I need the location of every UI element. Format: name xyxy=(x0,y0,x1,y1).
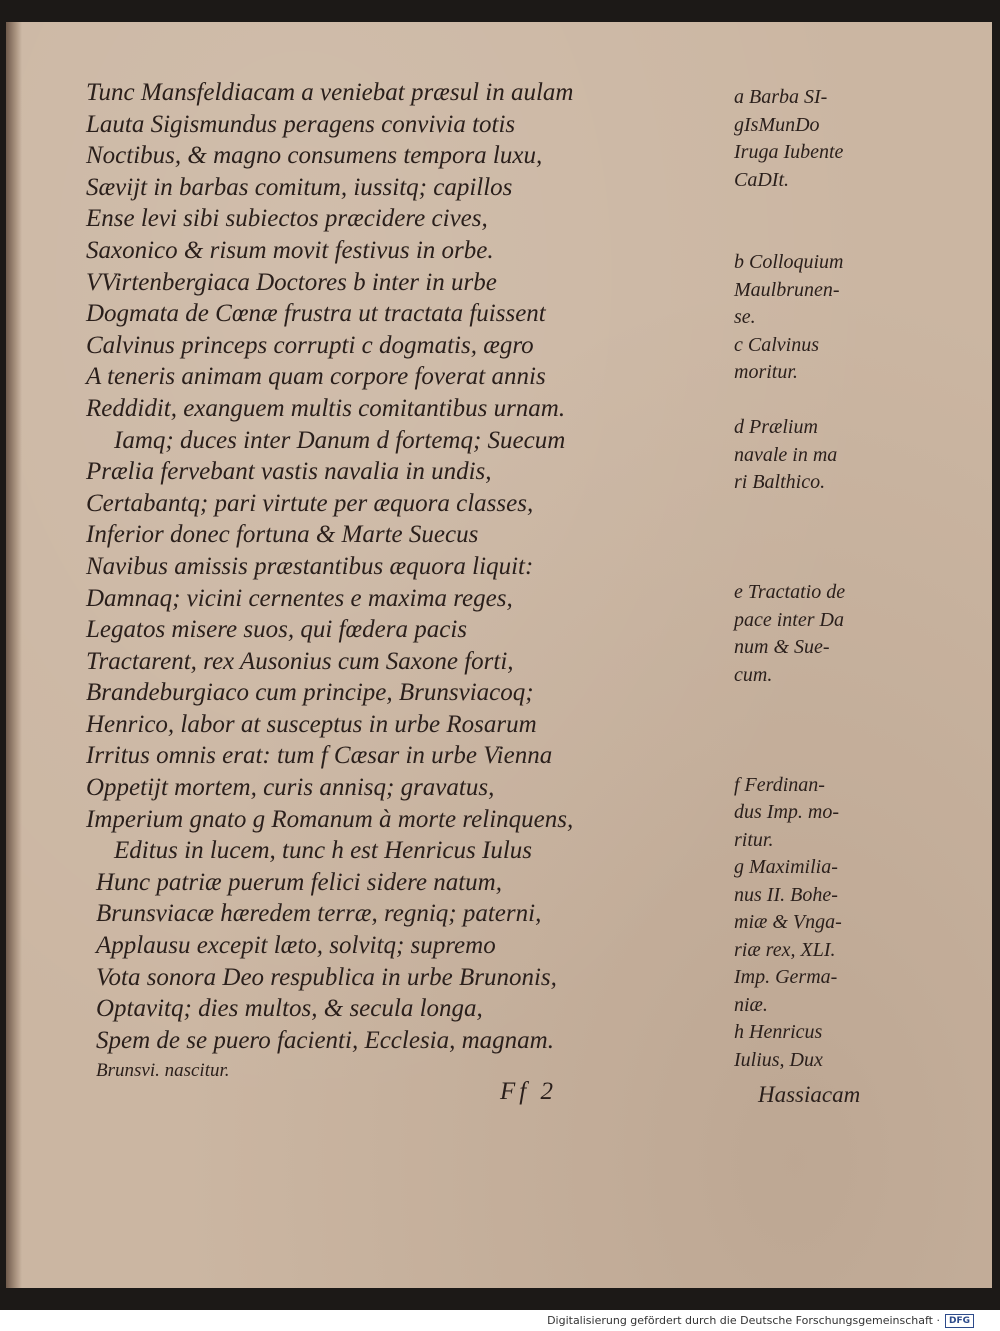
verse-line: Legatos misere suos, qui fœdera pacis xyxy=(86,616,468,644)
note-f-line: f Ferdinan- xyxy=(734,773,825,796)
note-b-line: Maulbrunen- xyxy=(734,278,840,301)
signature-mark: Ff 2 xyxy=(500,1078,557,1105)
verse-line: Navibus amissis præstantibus æquora liquit: xyxy=(86,552,534,580)
verse-line: Calvinus princeps corrupti c dogmatis, ægro xyxy=(86,331,534,359)
verse-line: A teneris animam quam corpore foverat annis xyxy=(86,363,546,391)
note-a-line: a Barba SI- xyxy=(734,86,828,108)
verse-line: Reddidit, exanguem multis comitantibus urnam. xyxy=(86,394,566,422)
dfg-credit xyxy=(547,1313,974,1329)
verse-line: Ense levi sibi subiectos præcidere cives, xyxy=(86,205,488,233)
note-a-line: Iruga Iubente xyxy=(734,141,844,163)
verse-line: Imperium gnato g Romanum à morte relinquens, xyxy=(86,805,574,833)
note-d-line: d Prælium xyxy=(734,416,818,438)
verse-line: Noctibus, & magno consumens tempora luxu, xyxy=(86,142,543,170)
note-c-line: c Calvinus xyxy=(734,333,819,356)
verse-line: Damnaq; vicini cernentes e maxima reges, xyxy=(86,584,513,612)
verse-line: Tunc Mansfeldiacam a veniebat præsul in aulam xyxy=(86,79,574,106)
note-e-line: num & Sue- xyxy=(734,636,830,658)
marginal-notes xyxy=(734,84,884,1074)
note-g-line: riæ rex, XLI. xyxy=(734,938,836,961)
note-e-line: pace inter Da xyxy=(734,608,844,631)
verse-line: Brunsviacæ hæredem terræ, regniq; paterni, xyxy=(96,900,542,928)
verse-line: Vota sonora Deo respublica in urbe Brunonis, xyxy=(96,963,557,991)
verse-line: Iamq; duces inter Danum d fortemq; Suecum xyxy=(114,426,566,454)
note-g-line: niæ. xyxy=(734,993,768,1016)
verse-line: Certabantq; pari virtute per æquora classes, xyxy=(86,489,534,517)
verse-line: Spem de se puero facienti, Ecclesia, magnam. xyxy=(96,1026,554,1054)
note-e-line: e Tractatio de xyxy=(734,581,846,603)
note-a-line: gIsMunDo xyxy=(734,113,820,136)
verse-line: Prælia fervebant vastis navalia in undis, xyxy=(86,458,492,486)
note-e-line: cum. xyxy=(734,663,773,686)
verse-line: VVirtenbergiaca Doctores b inter in urbe xyxy=(86,268,497,296)
note-d-line: ri Balthico. xyxy=(734,471,826,493)
verse-line: Applausu excepit læto, solvitq; supremo xyxy=(96,932,496,960)
note-g-line: Imp. Germa- xyxy=(734,966,838,988)
verse-line: Dogmata de Cœnæ frustra ut tractata fuissent xyxy=(86,300,546,328)
note-h-line: h Henricus xyxy=(734,1021,823,1043)
marginal-tail-line: Brunsvi. nascitur. xyxy=(96,1060,230,1082)
verse-line: Saxonico & risum movit festivus in orbe. xyxy=(86,236,494,264)
note-g-line: g Maximilia- xyxy=(734,856,838,878)
credit-text: Digitalisierung gefördert durch die Deutsche Forschungsgemeinschaft · xyxy=(547,1314,940,1327)
note-g-line: miæ & Vnga- xyxy=(734,911,842,933)
verse-line: Editus in lucem, tunc h est Henricus Iulus xyxy=(114,837,532,865)
note-f-line: dus Imp. mo- xyxy=(734,801,839,823)
verse-line: Lauta Sigismundus peragens convivia totis xyxy=(86,110,516,138)
poem-body xyxy=(86,77,646,1086)
book-spine-shadow xyxy=(6,22,22,1288)
note-b-line: se. xyxy=(734,306,756,328)
note-h-line: Iulius, Dux xyxy=(734,1048,823,1071)
note-c-line: moritur. xyxy=(734,361,798,383)
verse-line: Optavitq; dies multos, & secula longa, xyxy=(96,995,483,1023)
verse-line: Irritus omnis erat: tum f Cæsar in urbe Vienna xyxy=(86,742,553,770)
verse-line: Brandeburgiaco cum principe, Brunsviacoq; xyxy=(86,679,534,707)
verse-line: Sævijt in barbas comitum, iussitq; capillos xyxy=(86,173,513,201)
catchword: Hassiacam xyxy=(758,1082,861,1107)
verse-line: Inferior donec fortuna & Marte Suecus xyxy=(86,521,479,549)
verse-line: Hunc patriæ puerum felici sidere natum, xyxy=(96,868,502,896)
verse-line: Tractarent, rex Ausonius cum Saxone forti, xyxy=(86,647,514,675)
verse-line: Oppetijt mortem, curis annisq; gravatus, xyxy=(86,774,495,802)
note-a-line: CaDIt. xyxy=(734,168,789,191)
note-g-line: nus II. Bohe- xyxy=(734,883,838,906)
note-f-line: ritur. xyxy=(734,828,774,851)
dfg-logo-icon: DFG xyxy=(945,1314,974,1328)
note-b-line: b Colloquium xyxy=(734,251,844,273)
verse-line: Henrico, labor at susceptus in urbe Rosarum xyxy=(86,710,537,738)
note-d-line: navale in ma xyxy=(734,443,838,466)
